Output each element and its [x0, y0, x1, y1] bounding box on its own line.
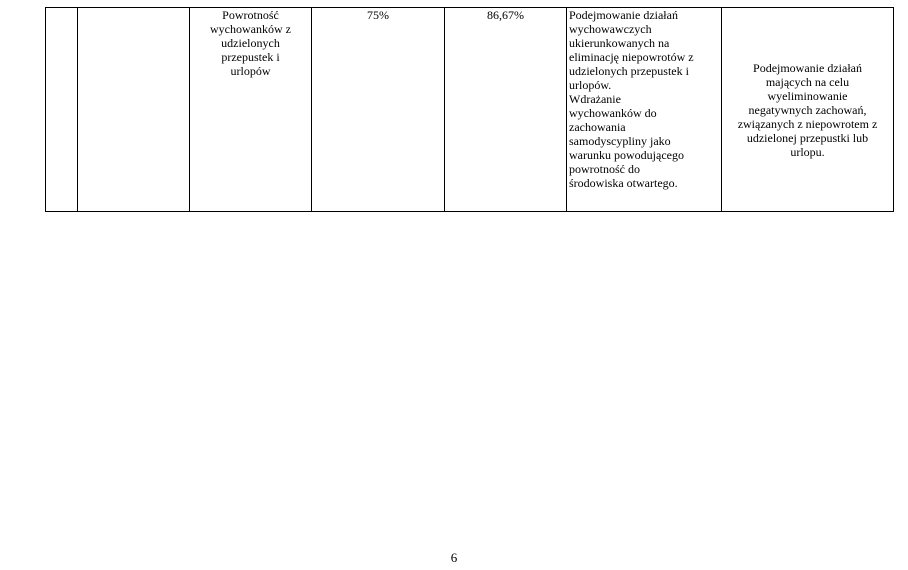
table-cell-number [46, 8, 78, 212]
achieved-value-cell: 86,67% [445, 8, 567, 212]
target-value-cell: 75% [312, 8, 445, 212]
indicator-cell: Powrotność wychowanków z udzielonych przepustek i urlopów [190, 8, 312, 212]
indicator-table [45, 7, 894, 212]
recommendations-cell: Podejmowanie działań mających na celu wyeliminowanie negatywnych zachowań, związanych z niepowrotem z udzielonej przepustki lub urlopu. [722, 8, 894, 212]
actions-cell: Podejmowanie działań wychowawczych ukierunkowanych na eliminację niepowrotów z udzielonych przepustek i urlopów. Wdrażanie wychowanków do zachowania samodyscypliny jako warunku powodującego powrotność do środowiska otwartego. [567, 8, 722, 212]
table-row [46, 8, 894, 212]
page-number: 6 [450, 550, 458, 565]
table-cell-empty [78, 8, 190, 212]
